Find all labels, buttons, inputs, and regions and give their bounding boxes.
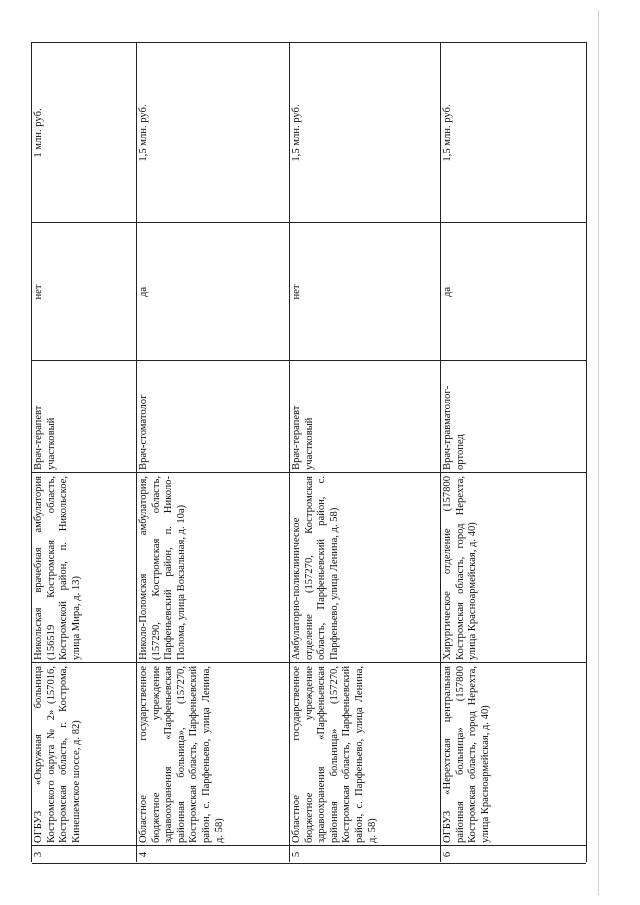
cell-flag xyxy=(32,222,137,361)
cell-flag xyxy=(137,222,290,361)
flag-text: нет xyxy=(291,284,302,300)
cell-position xyxy=(290,360,441,473)
cell-organization xyxy=(137,662,290,846)
cell-organization xyxy=(441,662,586,846)
position-text: Врач-травматолог-ортопед xyxy=(442,385,466,470)
unit-text: Никольская врачебная амбулатория (156519 Костромская область, Костромской район, п. Никольское, улица Мира, д. 13) xyxy=(33,476,82,660)
table-row xyxy=(31,42,137,862)
table-row xyxy=(440,42,587,862)
unit-text: Хирургическое отделение (157800 Костромская область, город Нерехта, улица Красноармейская, д. 40) xyxy=(442,476,479,660)
row-number: 6 xyxy=(442,851,453,858)
position-text: Врач-терапевт участковый xyxy=(33,405,57,470)
table-row xyxy=(136,42,290,862)
row-number: 5 xyxy=(291,851,302,858)
cell-unit xyxy=(290,472,441,663)
amount-text: 1,5 млн. руб. xyxy=(138,104,149,162)
flag-text: да xyxy=(138,286,149,298)
cell-flag xyxy=(290,222,441,361)
organization-text: ОГБУЗ «Нерехтская центральная районная больница» (157800 Костромская область, город Нерехта, улица Красноармейская, д. 40) xyxy=(442,666,491,843)
cell-flag xyxy=(441,222,586,361)
row-number: 3 xyxy=(33,851,44,858)
cell-number xyxy=(137,845,290,864)
cell-organization xyxy=(32,662,137,846)
unit-text: Николо-Поломская амбулатория, (157290, Костромская область, Парфеньевский район, п. Николо-Полома, улица Вокзальная, д. 10а) xyxy=(138,476,187,660)
organization-text: ОГБУЗ «Окружная больница Костромского округа № 2» (157016, Костромская область, г. Кострома, Кинешемское шоссе, д. 82) xyxy=(33,666,82,843)
cell-amount xyxy=(290,42,441,223)
cell-unit xyxy=(441,472,586,663)
row-number: 4 xyxy=(138,851,149,858)
page-edge xyxy=(598,10,599,895)
cell-number xyxy=(290,845,441,864)
organization-text: Областное государственное бюджетное учреждение здравоохранения «Парфеньевская районная больница» (157270, Костромская область, Парфеньевский район, с. Парфеньево, улица Ленина, д. 58) xyxy=(291,666,378,843)
amount-text: 1,5 млн. руб. xyxy=(442,104,453,162)
organization-text: Областное государственное бюджетное учреждение здравоохранения «Парфеньевская районная больница», (157270, Костромская область, Парфеньевский район, с. Парфеньево, улица Ленина, д. 58) xyxy=(138,666,225,843)
cell-position xyxy=(441,360,586,473)
cell-unit xyxy=(137,472,290,663)
cell-amount xyxy=(441,42,586,223)
position-text: Врач-терапевт участковый xyxy=(291,405,315,470)
vacancy-table xyxy=(31,42,585,862)
cell-position xyxy=(137,360,290,473)
table-row xyxy=(289,42,441,862)
cell-unit xyxy=(32,472,137,663)
cell-amount xyxy=(137,42,290,223)
flag-text: да xyxy=(442,286,453,298)
cell-organization xyxy=(290,662,441,846)
amount-text: 1 млн. руб. xyxy=(33,108,44,158)
flag-text: нет xyxy=(33,284,44,300)
cell-number xyxy=(441,845,586,864)
unit-text: Амбулаторно-поликлиническое отделение (157270, Костромская область, Парфеньевский район, с. Парфеньево, улица Ленина, д. 58) xyxy=(291,476,340,660)
cell-amount xyxy=(32,42,137,223)
cell-number xyxy=(32,845,137,864)
position-text: Врач-стоматолог xyxy=(138,394,149,470)
cell-position xyxy=(32,360,137,473)
amount-text: 1,5 млн. руб. xyxy=(291,104,302,162)
